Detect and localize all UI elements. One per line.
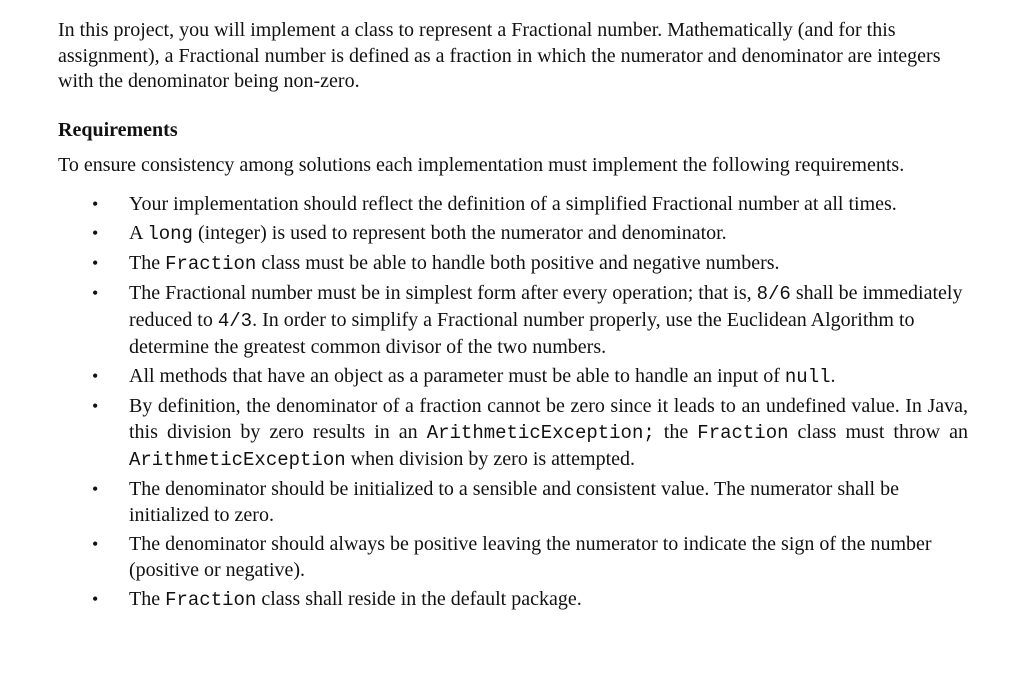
list-item <box>58 393 968 473</box>
bullet-icon: • <box>92 534 99 554</box>
requirements-heading: Requirements <box>58 118 178 141</box>
list-item <box>58 191 968 217</box>
item-text: class must be able to handle both positive and negative numbers. <box>256 252 780 274</box>
bullet-icon: • <box>92 589 99 609</box>
list-item <box>58 250 968 277</box>
code-8-6: 8/6 <box>756 283 791 305</box>
code-arithmetic-exception: ArithmeticException; <box>426 422 655 444</box>
item-text: . <box>830 365 836 387</box>
intro-paragraph: In this project, you will implement a class to represent a Fractional number. Mathematically (and for this assignment), a Fractional number is defined as a fraction in which the numerator and denominator are integers with the denominator being non-zero. <box>58 19 941 92</box>
requirements-list <box>58 191 968 613</box>
item-text: The <box>129 252 166 274</box>
item-text: All methods that have an object as a parameter must be able to handle an input of <box>129 365 785 387</box>
item-text: (integer) is used to represent both the numerator and denominator. <box>192 222 727 244</box>
code-long: long <box>147 223 193 245</box>
list-item <box>58 280 968 360</box>
item-text: Your implementation should reflect the definition of a simplified Fractional number at all times. <box>129 193 897 215</box>
list-item <box>58 531 968 583</box>
item-text: The Fractional number must be in simplest form after every operation; that is, <box>129 282 757 304</box>
code-null: null <box>784 366 831 388</box>
bullet-icon: • <box>92 366 99 386</box>
item-text: By definition, the denominator of a fraction cannot be zero since it leads to an undefined value. In Java, this division by zero results in an <box>129 395 968 443</box>
item-text: the <box>654 421 698 443</box>
list-item <box>58 586 968 613</box>
item-text: A <box>129 222 148 244</box>
code-4-3: 4/3 <box>217 310 253 332</box>
item-text: when division by zero is attempted. <box>345 448 636 470</box>
item-text: . In order to simplify a Fractional number properly, use the Euclidean Algorithm to determine the greatest common divisor of the two numbers. <box>129 309 915 358</box>
item-text: class must throw an <box>788 421 968 443</box>
item-text: The <box>129 588 166 610</box>
item-text: shall be immediately reduced to <box>129 282 963 331</box>
bullet-icon: • <box>92 283 99 303</box>
list-item <box>58 363 968 390</box>
code-fraction: Fraction <box>165 253 257 275</box>
item-text: class shall reside in the default package. <box>256 588 582 610</box>
item-text: The denominator should be initialized to a sensible and consistent value. The numerator shall be initialized to zero. <box>129 478 899 526</box>
bullet-icon: • <box>92 194 99 214</box>
requirements-intro: To ensure consistency among solutions each implementation must implement the following requirements. <box>58 153 905 176</box>
bullet-icon: • <box>92 253 99 273</box>
code-fraction: Fraction <box>697 422 789 444</box>
list-item <box>58 220 968 247</box>
document-page <box>58 18 968 616</box>
code-arithmetic-exception: ArithmeticException <box>129 449 346 471</box>
list-item <box>58 476 968 528</box>
code-fraction: Fraction <box>165 589 257 611</box>
bullet-icon: • <box>92 479 99 499</box>
bullet-icon: • <box>92 396 99 416</box>
item-text: The denominator should always be positive leaving the numerator to indicate the sign of the number (positive or negative). <box>129 533 932 581</box>
bullet-icon: • <box>92 223 99 243</box>
